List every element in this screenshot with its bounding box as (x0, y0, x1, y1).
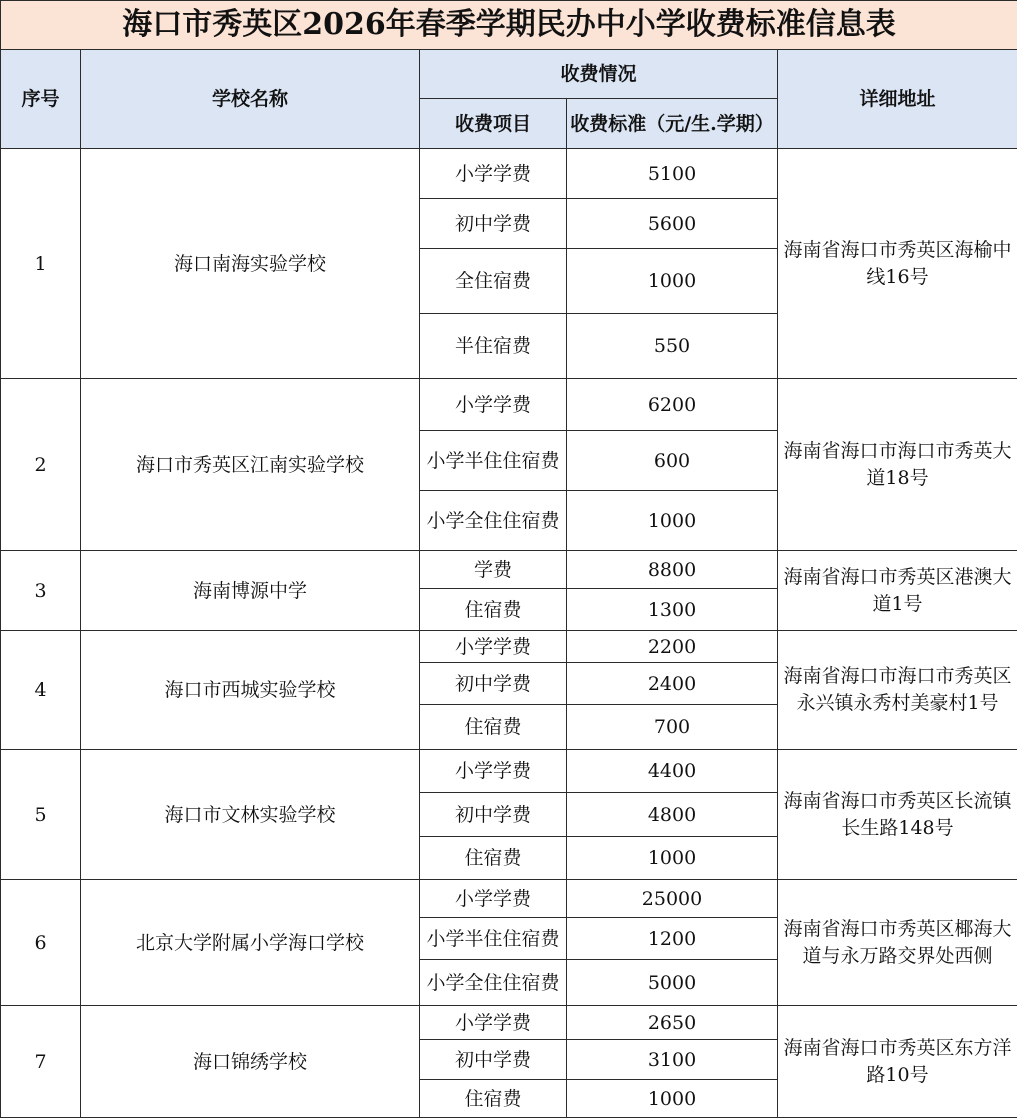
school-address: 海南省海口市海口市秀英大道18号 (778, 379, 1017, 551)
fee-item: 住宿费 (420, 589, 567, 631)
header-fee-standard: 收费标准（元/生.学期） (567, 99, 778, 149)
school-name: 海口锦绣学校 (81, 1006, 420, 1118)
fee-amount: 1000 (567, 491, 778, 551)
school-name: 海口市文林实验学校 (81, 750, 420, 880)
fee-item: 小学学费 (420, 379, 567, 431)
fee-item: 小学全住住宿费 (420, 960, 567, 1006)
fee-amount: 1300 (567, 589, 778, 631)
fee-item: 小学全住住宿费 (420, 491, 567, 551)
header-address: 详细地址 (778, 50, 1017, 149)
fee-item: 小学学费 (420, 631, 567, 663)
row-seq: 4 (1, 631, 81, 750)
school-address: 海南省海口市秀英区长流镇长生路148号 (778, 750, 1017, 880)
fee-amount: 700 (567, 705, 778, 750)
fee-amount: 2650 (567, 1006, 778, 1040)
fee-amount: 5000 (567, 960, 778, 1006)
school-name: 海口市西城实验学校 (81, 631, 420, 750)
fee-amount: 2200 (567, 631, 778, 663)
fee-amount: 1200 (567, 918, 778, 960)
fee-amount: 1000 (567, 249, 778, 314)
fee-item: 小学学费 (420, 1006, 567, 1040)
table-row (1, 1006, 1017, 1040)
school-name: 海口市秀英区江南实验学校 (81, 379, 420, 551)
header-school-name: 学校名称 (81, 50, 420, 149)
row-seq: 5 (1, 750, 81, 880)
fee-item: 住宿费 (420, 705, 567, 750)
fee-item: 小学学费 (420, 149, 567, 199)
row-seq: 3 (1, 551, 81, 631)
row-seq: 7 (1, 1006, 81, 1118)
fee-amount: 5600 (567, 199, 778, 249)
fee-amount: 25000 (567, 880, 778, 918)
fee-item: 住宿费 (420, 1080, 567, 1118)
fee-item: 初中学费 (420, 663, 567, 705)
fee-amount: 4800 (567, 793, 778, 837)
row-seq: 6 (1, 880, 81, 1006)
fee-item: 半住宿费 (420, 314, 567, 379)
fee-amount: 3100 (567, 1040, 778, 1080)
fee-item: 小学学费 (420, 880, 567, 918)
school-address: 海南省海口市秀英区港澳大道1号 (778, 551, 1017, 631)
fee-item: 全住宿费 (420, 249, 567, 314)
fee-item: 初中学费 (420, 1040, 567, 1080)
table-body (1, 149, 1017, 1118)
fee-amount: 4400 (567, 750, 778, 793)
table-row (1, 551, 1017, 589)
header-fee-group: 收费情况 (420, 50, 778, 99)
fee-item: 小学学费 (420, 750, 567, 793)
school-address: 海南省海口市秀英区东方洋路10号 (778, 1006, 1017, 1118)
school-address: 海南省海口市秀英区椰海大道与永万路交界处西侧 (778, 880, 1017, 1006)
fee-amount: 600 (567, 431, 778, 491)
school-name: 海南博源中学 (81, 551, 420, 631)
fee-item: 初中学费 (420, 793, 567, 837)
header-seq: 序号 (1, 50, 81, 149)
fee-item: 初中学费 (420, 199, 567, 249)
school-name: 海口南海实验学校 (81, 149, 420, 379)
fee-amount: 550 (567, 314, 778, 379)
school-address: 海南省海口市海口市秀英区永兴镇永秀村美豪村1号 (778, 631, 1017, 750)
fee-amount: 6200 (567, 379, 778, 431)
table-row (1, 750, 1017, 793)
table-title: 海口市秀英区2026年春季学期民办中小学收费标准信息表 (1, 1, 1017, 50)
fee-amount: 1000 (567, 1080, 778, 1118)
table-row (1, 379, 1017, 431)
fee-amount: 2400 (567, 663, 778, 705)
table-row (1, 631, 1017, 663)
fee-amount: 1000 (567, 837, 778, 880)
row-seq: 2 (1, 379, 81, 551)
table-row (1, 880, 1017, 918)
row-seq: 1 (1, 149, 81, 379)
fee-item: 住宿费 (420, 837, 567, 880)
fee-item: 小学半住住宿费 (420, 918, 567, 960)
fee-item: 小学半住住宿费 (420, 431, 567, 491)
fee-amount: 5100 (567, 149, 778, 199)
header-fee-item: 收费项目 (420, 99, 567, 149)
table-row (1, 149, 1017, 199)
fee-amount: 8800 (567, 551, 778, 589)
school-address: 海南省海口市秀英区海榆中线16号 (778, 149, 1017, 379)
school-name: 北京大学附属小学海口学校 (81, 880, 420, 1006)
fee-item: 学费 (420, 551, 567, 589)
